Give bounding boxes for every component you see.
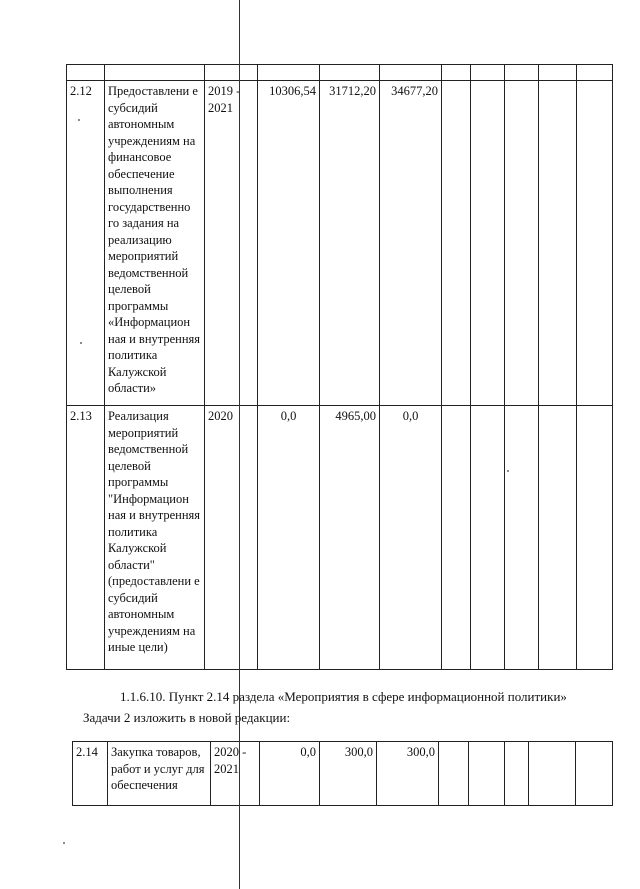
table-header-row [67, 65, 613, 81]
scan-speck [63, 842, 65, 844]
scan-speck [80, 342, 82, 344]
amendment-paragraph-line-1: 1.1.6.10. Пункт 2.14 раздела «Мероприятия в сфере информационной политики» [120, 689, 567, 704]
scan-speck [78, 119, 80, 121]
table-row [67, 81, 613, 406]
measure-period: 2019 - 2021 [205, 81, 258, 406]
measures-table [66, 64, 613, 670]
measure-period: 2020 [205, 406, 258, 670]
value-cell-1: 0,0 [260, 742, 320, 806]
value-cell-2: 4965,00 [320, 406, 380, 670]
value-cell-3: 0,0 [380, 406, 442, 670]
value-cell-1: 0,0 [258, 406, 320, 670]
amendment-paragraph-line-2: Задачи 2 изложить в новой редакции: [83, 710, 291, 725]
measure-description: Предоставлени е субсидий автономным учреждениям на финансовое обеспечение выполнения государственно го задания на реализацию мероприятий ведомственной целевой программы «Информацион ная и внутренняя политика Калужской области» [105, 81, 205, 406]
measure-period: 2020 - 2021 [211, 742, 260, 806]
measures-table-new [72, 741, 613, 806]
value-cell-2: 300,0 [320, 742, 377, 806]
value-cell-3: 34677,20 [380, 81, 442, 406]
table-row [73, 742, 613, 806]
table-row [67, 406, 613, 670]
row-number: 2.13 [67, 406, 105, 670]
value-cell-2: 31712,20 [320, 81, 380, 406]
row-number: 2.14 [73, 742, 108, 806]
measure-description: Закупка товаров, работ и услуг для обеспечения [108, 742, 211, 806]
value-cell-1: 10306,54 [258, 81, 320, 406]
value-cell-3: 300,0 [377, 742, 439, 806]
scan-fold-line [239, 0, 240, 889]
measure-description: Реализация мероприятий ведомственной целевой программы "Информацион ная и внутренняя политика Калужской области" (предоставлени е субсидий автономным учреждениям на иные цели) [105, 406, 205, 670]
row-number: 2.12 [67, 81, 105, 406]
scan-speck [507, 470, 509, 472]
